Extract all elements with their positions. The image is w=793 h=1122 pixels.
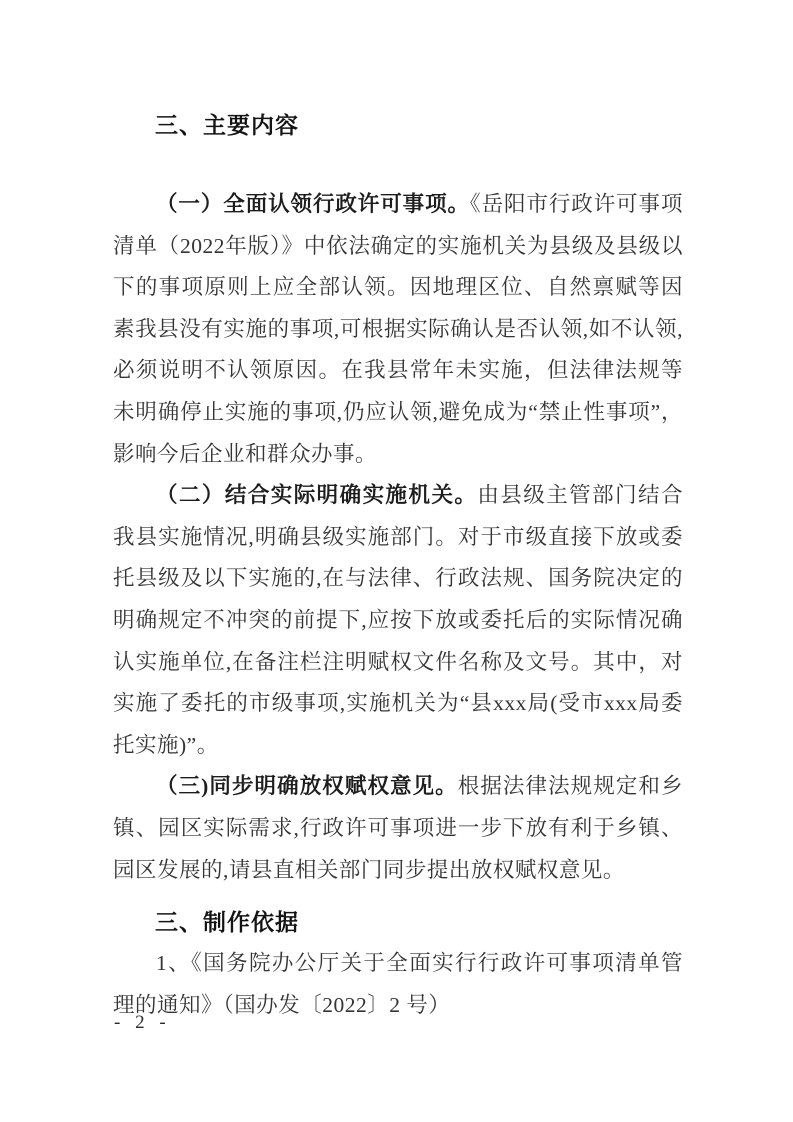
paragraph-3-lead: （三)同步明确放权赋权意见。 bbox=[156, 774, 458, 799]
section-heading-main-content: 三、主要内容 bbox=[155, 112, 299, 138]
paragraph-1-lead: （一）全面认领行政许可事项。 bbox=[156, 192, 470, 216]
paragraph-3-body: 根据法律法规规定和乡镇、园区实际需求,行政许可事项进一步下放有利于乡镇、园区发展的,请县直相关部门同步提出放权赋权意见。 bbox=[113, 774, 683, 882]
paragraph-item-1 bbox=[113, 184, 683, 475]
basis-item-1: 1、《国务院办公厅关于全面实行行政许可事项清单管理的通知》（国办发〔2022〕2 号） bbox=[113, 951, 683, 1017]
section-heading-basis: 三、制作依据 bbox=[155, 909, 299, 936]
paragraph-item-3 bbox=[113, 766, 683, 891]
document-content bbox=[113, 104, 683, 1026]
paragraph-2-body: 由县级主管部门结合我县实施情况,明确县级实施部门。对于市级直接下放或委托县级及以下实施的,在与法律、行政法规、国务院决定的明确规定不冲突的前提下,应按下放或委托后的实际情况确认实施单位,在备注栏注明赋权文件名称及文号。其中，对实施了委托的市级事项,实施机关为“县xxx局(受市xxx局委托实施)”。 bbox=[113, 483, 683, 757]
paragraph-item-2 bbox=[113, 475, 683, 766]
paragraph-1-body: 《岳阳市行政许可事项清单（2022年版）》中依法确定的实施机关为县级及县级以下的事项原则上应全部认领。因地理区位、自然禀赋等因素我县没有实施的事项,可根据实际确认是否认领,如不认领,必须说明不认领原因。在我县常年未实施，但法律法规等未明确停止实施的事项,仍应认领,避免成为“禁止性事项”，影响今后企业和群众办事。 bbox=[113, 192, 683, 466]
page-number: - 2 - bbox=[114, 1012, 171, 1033]
paragraph-2-lead: （二）结合实际明确实施机关。 bbox=[156, 483, 478, 508]
